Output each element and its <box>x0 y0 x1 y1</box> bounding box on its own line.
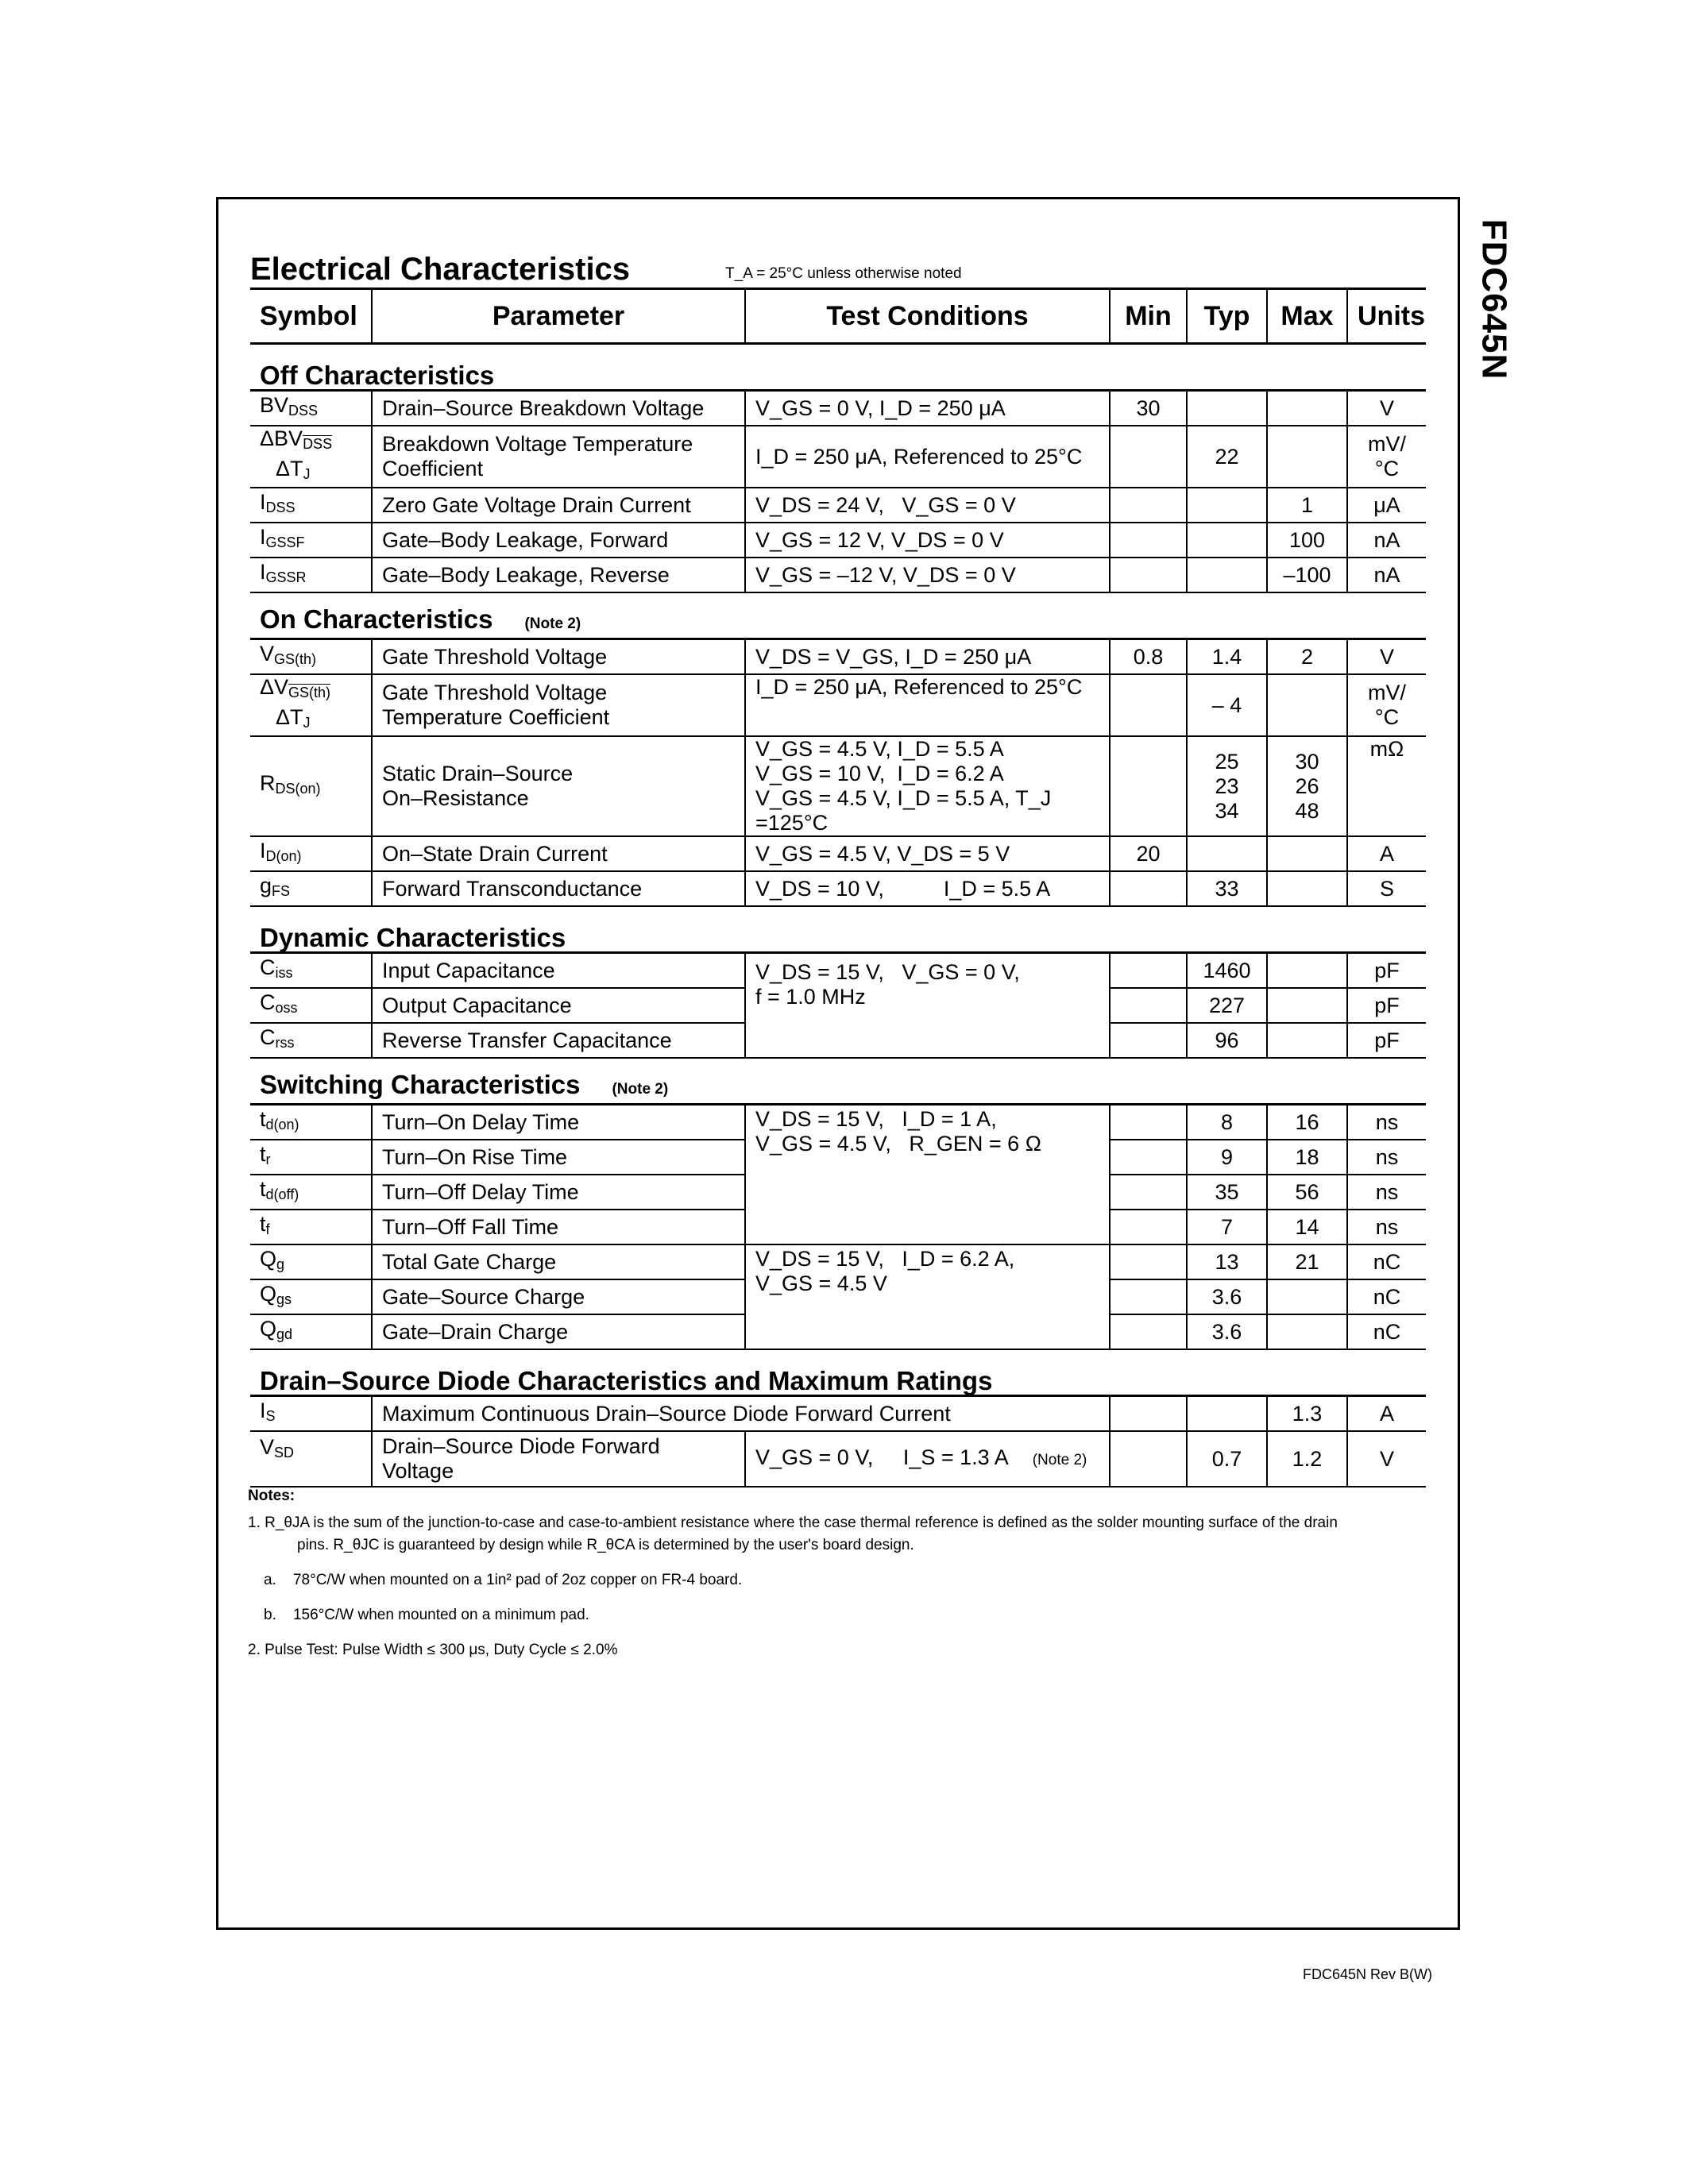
title-row <box>250 243 1426 287</box>
table-row: $C_{rss}$ Reverse Transfer Capacitance 96 pF <box>250 1023 1426 1058</box>
header-max: Max <box>1267 289 1347 344</box>
table-row: $t_f$ Turn–Off Fall Time 7 14 ns <box>250 1210 1426 1244</box>
table-row: $Q_{gd}$ Gate–Drain Charge 3.6 nC <box>250 1314 1426 1349</box>
electrical-characteristics-table <box>250 287 1426 1488</box>
table-row: $C_{oss}$ Output Capacitance 227 pF <box>250 988 1426 1023</box>
table-row: $R_{DS(on)}$ Static Drain–Source On–Resistance V_GS = 4.5 V, I_D = 5.5 A V_GS = 10 V, I_D = 6.2 A V_GS = 4.5 V, I_D = 5.5 A, T_J =125°C 25 23 34 30 26 48 mΩ <box>250 736 1426 836</box>
table-row: $V_{GS(th)}$ Gate Threshold Voltage V_DS = V_GS, I_D = 250 μA 0.8 1.4 2 V <box>250 639 1426 675</box>
note-1-cont: pins. R_θJC is guaranteed by design while R_θCA is determined by the user's board design. <box>297 1537 914 1553</box>
table-row: $I_{D(on)}$ On–State Drain Current V_GS = 4.5 V, V_DS = 5 V 20 A <box>250 836 1426 871</box>
header-symbol: Symbol <box>250 289 372 344</box>
content <box>250 243 1426 1488</box>
page-title: Electrical Characteristics <box>250 252 631 287</box>
notes-heading: Notes: <box>248 1488 295 1504</box>
table-row: $V_{SD}$ Drain–Source Diode Forward Voltage V_GS = 0 V, I_S = 1.3 A (Note 2) 0.7 1.2 V <box>250 1431 1426 1487</box>
side-part-number: FDC645N <box>1474 218 1513 380</box>
section-off: Off Characteristics <box>250 344 1426 391</box>
table-row: $I_S$ Maximum Continuous Drain–Source Diode Forward Current 1.3 A <box>250 1396 1426 1432</box>
notes <box>248 1485 1439 1661</box>
table-row: $C_{iss}$ Input Capacitance V_DS = 15 V, V_GS = 0 V, f = 1.0 MHz 1460 pF <box>250 953 1426 989</box>
section-dynamic: Dynamic Characteristics <box>250 906 1426 953</box>
header-row <box>250 289 1426 344</box>
table-row: $t_{d(on)}$ Turn–On Delay Time V_DS = 15 V, I_D = 1 A, V_GS = 4.5 V, R_GEN = 6 Ω 8 16 ns <box>250 1105 1426 1140</box>
table-row: $t_{d(off)}$ Turn–Off Delay Time 35 56 ns <box>250 1175 1426 1210</box>
footer-revision: FDC645N Rev B(W) <box>1303 1966 1433 1982</box>
header-min: Min <box>1110 289 1187 344</box>
table-row: $\overline{\Delta V}_{GS(th)}$ $\Delta T_J$ Gate Threshold Voltage Temperature Coefficient I_D = 250 μA, Referenced to 25°C – 4 mV/°C <box>250 674 1426 736</box>
note-2: 2. Pulse Test: Pulse Width ≤ 300 μs, Duty Cycle ≤ 2.0% <box>248 1642 618 1658</box>
header-test-conditions: Test Conditions <box>745 289 1110 344</box>
table-row: $t_r$ Turn–On Rise Time 9 18 ns <box>250 1140 1426 1175</box>
note-1b: b. 156°C/W when mounted on a minimum pad. <box>264 1607 589 1623</box>
section-on: On Characteristics (Note 2) <box>250 592 1426 639</box>
header-typ: Typ <box>1187 289 1267 344</box>
note-1: 1. R_θJA is the sum of the junction-to-case and case-to-ambient resistance where the case thermal reference is defined as the solder mounting surface of the drain <box>248 1515 1338 1531</box>
title-note: T_A = 25°C unless otherwise noted <box>725 265 962 282</box>
header-units: Units <box>1347 289 1426 344</box>
table-row: $\overline{\Delta BV}_{\overline{DSS}}$ $\Delta T_J$ Breakdown Voltage Temperature Coefficient I_D = 250 μA, Referenced to 25°C 22 mV/°C <box>250 426 1426 488</box>
section-switching: Switching Characteristics (Note 2) <box>250 1058 1426 1105</box>
section-diode: Drain–Source Diode Characteristics and Maximum Ratings <box>250 1349 1426 1396</box>
table-row: $I_{GSSF}$ Gate–Body Leakage, Forward V_GS = 12 V, V_DS = 0 V 100 nA <box>250 523 1426 558</box>
table-row: $g_{FS}$ Forward Transconductance V_DS = 10 V, I_D = 5.5 A 33 S <box>250 871 1426 906</box>
note-1a: a. 78°C/W when mounted on a 1in² pad of 2oz copper on FR-4 board. <box>264 1572 743 1588</box>
table-row: $I_{GSSR}$ Gate–Body Leakage, Reverse V_GS = –12 V, V_DS = 0 V –100 nA <box>250 558 1426 592</box>
table-row: $Q_{gs}$ Gate–Source Charge 3.6 nC <box>250 1279 1426 1314</box>
table-row: $I_{DSS}$ Zero Gate Voltage Drain Current V_DS = 24 V, V_GS = 0 V 1 μA <box>250 488 1426 523</box>
header-parameter: Parameter <box>372 289 745 344</box>
table-row: $Q_g$ Total Gate Charge V_DS = 15 V, I_D = 6.2 A, V_GS = 4.5 V 13 21 nC <box>250 1244 1426 1279</box>
table-row: $BV_{DSS}$ Drain–Source Breakdown Voltage V_GS = 0 V, I_D = 250 μA 30 V <box>250 391 1426 426</box>
